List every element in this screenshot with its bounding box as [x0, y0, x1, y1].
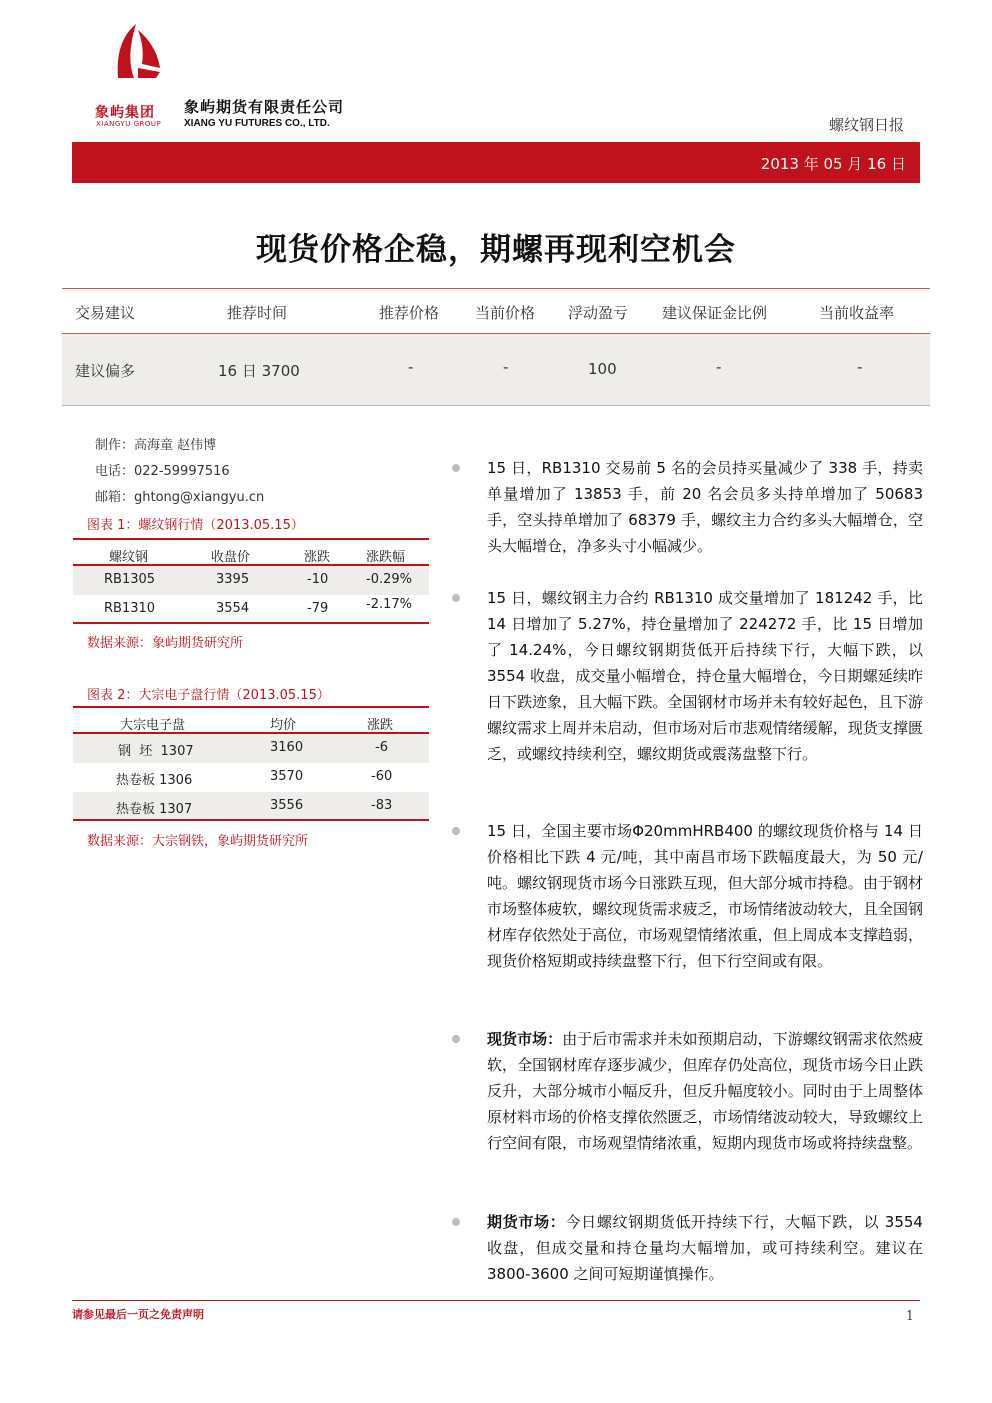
figure2-header-row — [73, 706, 429, 734]
analysis-paragraph — [487, 1026, 923, 1156]
figure1-cell: -2.17% — [366, 597, 412, 612]
figure1-row — [73, 566, 429, 595]
author-maker: 制作：高海童 赵伟博 — [95, 438, 217, 453]
report-type: 螺纹钢日报 — [828, 116, 904, 134]
figure2-table — [73, 706, 429, 821]
analysis-paragraph — [487, 1209, 923, 1287]
paragraph-text: 由于后市需求并未如预期启动，下游螺纹钢需求依然疲软，全国钢材库存逐步减少，但库存仍处高位，现货市场今日止跌反升，大部分城市小幅反升，但反升幅度较小。同时由于上周整体原材料市场的价格支撑依然匮乏，市场情绪波动较大，导致螺纹上行空间有限，市场观望情绪浓重，短期内现货市场或将持续盘整。 — [487, 1030, 923, 1152]
figure2-row — [73, 792, 429, 821]
rec-header-cell: 建议保证金比例 — [662, 304, 768, 322]
logo-text-en: XIANGYU GROUP — [96, 120, 162, 128]
figure2-header-cell: 涨跌 — [367, 718, 394, 733]
figure1-header-cell: 收盘价 — [211, 550, 251, 565]
figure1-header-cell: 螺纹钢 — [109, 550, 149, 565]
figure1-source: 数据来源：象屿期货研究所 — [87, 636, 244, 651]
figure1-cell: RB1305 — [104, 572, 156, 587]
paragraph-label: 现货市场： — [487, 1030, 563, 1048]
figure1-cell: -10 — [307, 572, 329, 587]
bullet-icon — [452, 464, 460, 472]
figure2-source: 数据来源：大宗钢铁，象屿期货研究所 — [87, 834, 309, 849]
rec-data-cell: - — [716, 358, 722, 376]
figure1-cell: RB1310 — [104, 601, 156, 616]
rec-header-cell: 浮动盈亏 — [568, 304, 629, 322]
analysis-paragraph — [487, 455, 923, 559]
rec-data-cell: - — [857, 358, 863, 376]
figure2-cell: -6 — [375, 740, 388, 755]
figure2-row — [73, 763, 429, 792]
bullet-icon — [452, 1218, 460, 1226]
figure1-header-cell: 涨跌 — [304, 550, 331, 565]
page-number: 1 — [905, 1309, 914, 1324]
bullet-icon — [452, 1035, 460, 1043]
rec-data-cell: 16 日 3700 — [218, 362, 300, 380]
paragraph-text: 15 日，螺纹钢主力合约 RB1310 成交量增加了 181242 手，比 14 日增加了 5.27%，持仓量增加了 224272 手，比 15 日增加了 14.24%，今日螺纹钢期货低开后持续下行，大幅下跌，以 3554 收盘，成交量小幅增仓，持仓量大幅增仓，今日期螺延续昨日下跌迹象，且大幅下跌。全国钢材市场并未有较好起色，且下游螺纹需求上周并未启动，但市场对后市悲观情绪缓解，现货支撑匮乏，或螺纹持续利空，螺纹期货或震荡盘整下行。 — [487, 589, 923, 763]
rec-data-cell: 100 — [588, 360, 617, 378]
rec-data-cell: - — [503, 358, 509, 376]
paragraph-text: 15 日，RB1310 交易前 5 名的会员持买量减少了 338 手，持卖单量增加了 13853 手，前 20 名会员多头持单增加了 50683 手，空头持单增加了 68379 手，螺纹主力合约多头大幅增仓，空头大幅增仓，净多头寸小幅减少。 — [487, 459, 923, 555]
figure1-cell: -0.29% — [366, 572, 412, 587]
footer-divider — [72, 1300, 920, 1301]
figure2-cell: 3556 — [270, 798, 304, 813]
author-phone: 电话：022-59997516 — [95, 464, 230, 479]
figure1-cell: 3395 — [216, 572, 250, 587]
bullet-icon — [452, 827, 460, 835]
paragraph-text: 今日螺纹钢期货低开持续下行，大幅下跌，以 3554 收盘，但成交量和持仓量均大幅增加，或可持续利空。建议在 3800-3600 之间可短期谨慎操作。 — [487, 1213, 923, 1283]
company-name-cn: 象屿期货有限责任公司 — [184, 98, 345, 116]
figure2-cell: 3570 — [270, 769, 304, 784]
sail-logo-icon — [108, 22, 164, 82]
rec-data-cell: - — [408, 358, 414, 376]
figure1-table — [73, 538, 429, 624]
rec-header-cell: 当前收益率 — [819, 304, 895, 322]
figure2-cell: 热卷板 1307 — [116, 802, 193, 817]
date-banner — [72, 142, 920, 183]
figure2-header-cell: 均价 — [270, 718, 297, 733]
paragraph-text: 15 日，全国主要市场Φ20mmHRB400 的螺纹现货价格与 14 日价格相比下跌 4 元/吨，其中南昌市场下跌幅度最大，为 50 元/吨。螺纹钢现货市场今日涨跌互现，但大部分城市持稳。由于钢材市场整体疲软，螺纹现货需求疲乏，市场情绪波动较大，且全国钢材库存依然处于高位，市场观望情绪浓重，但上周成本支撑趋弱，现货价格短期或持续盘整下行，但下行空间或有限。 — [487, 822, 923, 970]
page-title: 现货价格企稳，期螺再现利空机会 — [256, 232, 736, 268]
recommendation-header-row — [62, 288, 930, 334]
analysis-paragraph — [487, 818, 923, 974]
figure1-header-row — [73, 538, 429, 566]
disclaimer-note: 请参见最后一页之免责声明 — [72, 1308, 204, 1321]
figure2-cell: -83 — [371, 798, 393, 813]
analysis-paragraph — [487, 585, 923, 767]
recommendation-data-row — [62, 334, 930, 406]
figure1-cell: 3554 — [216, 601, 250, 616]
figure2-cell: 钢 坯 1307 — [118, 744, 194, 759]
rec-data-cell: 建议偏多 — [75, 362, 136, 380]
figure2-cell: 热卷板 1306 — [116, 773, 193, 788]
logo-text-cn: 象屿集团 — [95, 105, 155, 121]
rec-header-cell: 推荐价格 — [379, 304, 440, 322]
figure1-title: 图表 1：螺纹钢行情（2013.05.15） — [87, 518, 304, 533]
figure2-row — [73, 734, 429, 763]
author-email[interactable]: 邮箱：ghtong@xiangyu.cn — [95, 490, 265, 505]
recommendation-table — [62, 288, 930, 406]
rec-header-cell: 当前价格 — [475, 304, 536, 322]
rec-header-cell: 交易建议 — [75, 304, 136, 322]
figure2-header-cell: 大宗电子盘 — [120, 718, 186, 733]
figure2-cell: -60 — [371, 769, 393, 784]
figure2-cell: 3160 — [270, 740, 304, 755]
paragraph-label: 期货市场： — [487, 1213, 566, 1231]
rec-header-cell: 推荐时间 — [227, 304, 288, 322]
bullet-icon — [452, 594, 460, 602]
figure1-header-cell: 涨跌幅 — [366, 550, 406, 565]
company-name-en: XIANG YU FUTURES CO., LTD. — [184, 118, 330, 129]
report-date: 2013 年 05 月 16 日 — [760, 155, 906, 173]
figure2-title: 图表 2：大宗电子盘行情（2013.05.15） — [87, 688, 330, 703]
figure1-row — [73, 595, 429, 624]
figure1-cell: -79 — [307, 601, 329, 616]
